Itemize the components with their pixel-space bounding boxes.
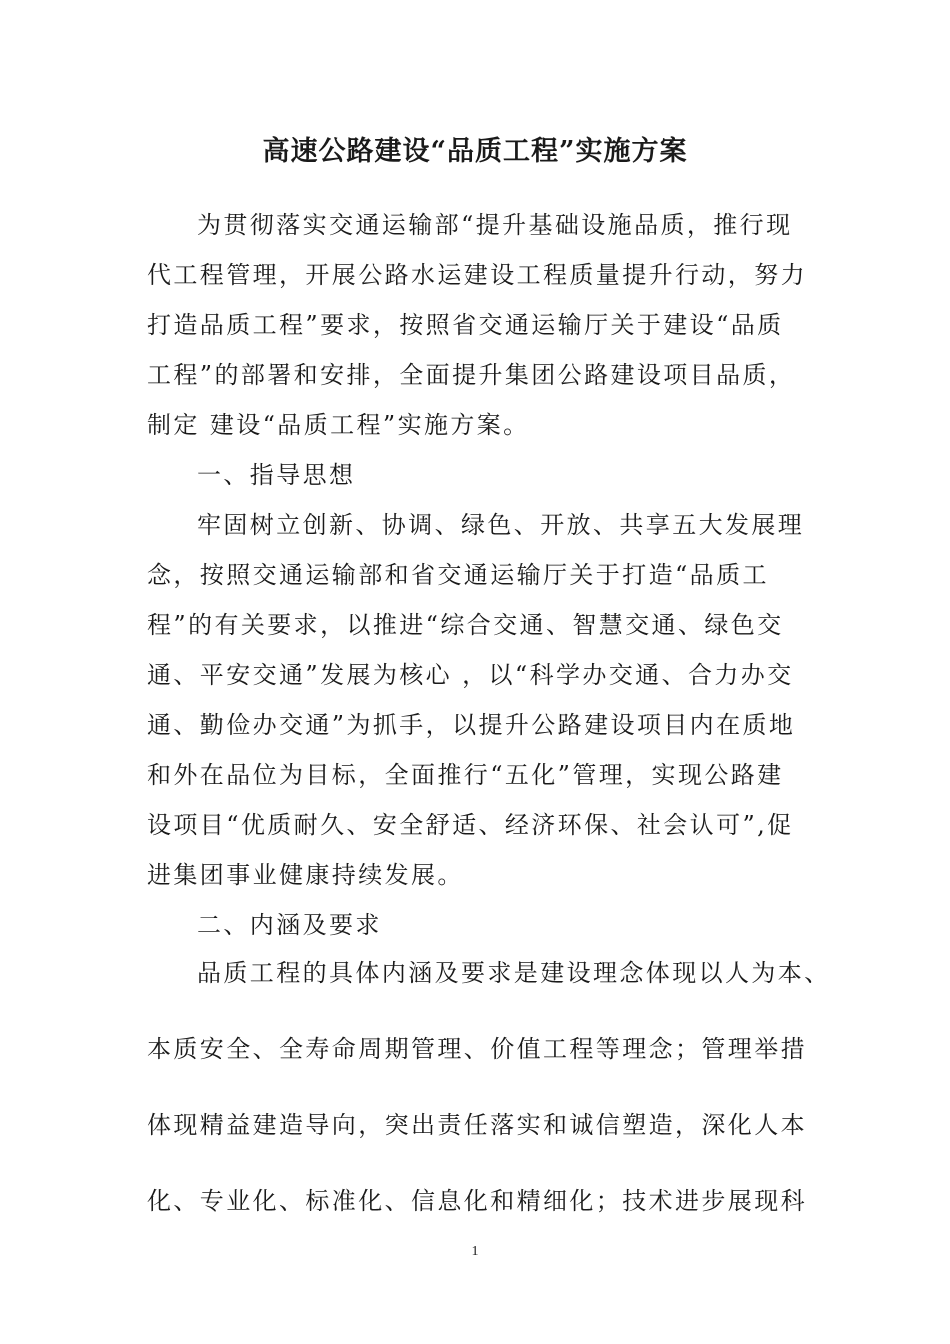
paragraph-line: 和外在品位为目标，全面推行“五化”管理，实现公路建 <box>147 761 784 789</box>
paragraph-line: 化、专业化、标准化、信息化和精细化；技术进步展现科 <box>147 1187 807 1215</box>
paragraph-line: 进集团事业健康持续发展。 <box>147 861 464 889</box>
section-heading: 一、指导思想 <box>197 461 356 489</box>
paragraph-line: 念，按照交通运输部和省交通运输厅关于打造“品质工 <box>147 561 769 589</box>
paragraph-line: 本质安全、全寿命周期管理、价值工程等理念；管理举措 <box>147 1035 807 1063</box>
page-number: 1 <box>471 1244 479 1259</box>
section-heading-guiding-ideology <box>147 450 817 500</box>
document-title: 高速公路建设“品质工程”实施方案 <box>262 136 688 167</box>
paragraph-line: 为贯彻落实交通运输部“提升基础设施品质，推行现 <box>197 211 793 239</box>
section2-paragraph <box>147 935 831 1239</box>
paragraph-line: 代工程管理，开展公路水运建设工程质量提升行动，努力 <box>147 261 807 289</box>
paragraph-line: 工程”的部署和安排，全面提升集团公路建设项目品质， <box>147 361 796 389</box>
paragraph-line: 程”的有关要求，以推进“综合交通、智慧交通、绿色交 <box>147 611 784 639</box>
paragraph-line: 品质工程的具体内涵及要求是建设理念体现以人为本、 <box>197 959 831 987</box>
intro-paragraph <box>147 200 817 450</box>
paragraph-line: 通、勤俭办交通”为抓手，以提升公路建设项目内在质地 <box>147 711 796 739</box>
paragraph-line: 设项目“优质耐久、安全舒适、经济环保、社会认可”,促 <box>147 811 794 839</box>
section1-paragraph <box>147 500 817 900</box>
section-heading: 二、内涵及要求 <box>197 911 382 939</box>
paragraph-line: 体现精益建造导向，突出责任落实和诚信塑造，深化人本 <box>147 1111 807 1139</box>
paragraph-line: 通、平安交通”发展为核心 ，以“科学办交通、合力办交 <box>147 661 794 689</box>
paragraph-line: 制定 建设“品质工程”实施方案。 <box>147 411 530 439</box>
paragraph-line: 打造品质工程”要求，按照省交通运输厅关于建设“品质 <box>147 311 784 339</box>
paragraph-line: 牢固树立创新、协调、绿色、开放、共享五大发展理 <box>197 511 805 539</box>
